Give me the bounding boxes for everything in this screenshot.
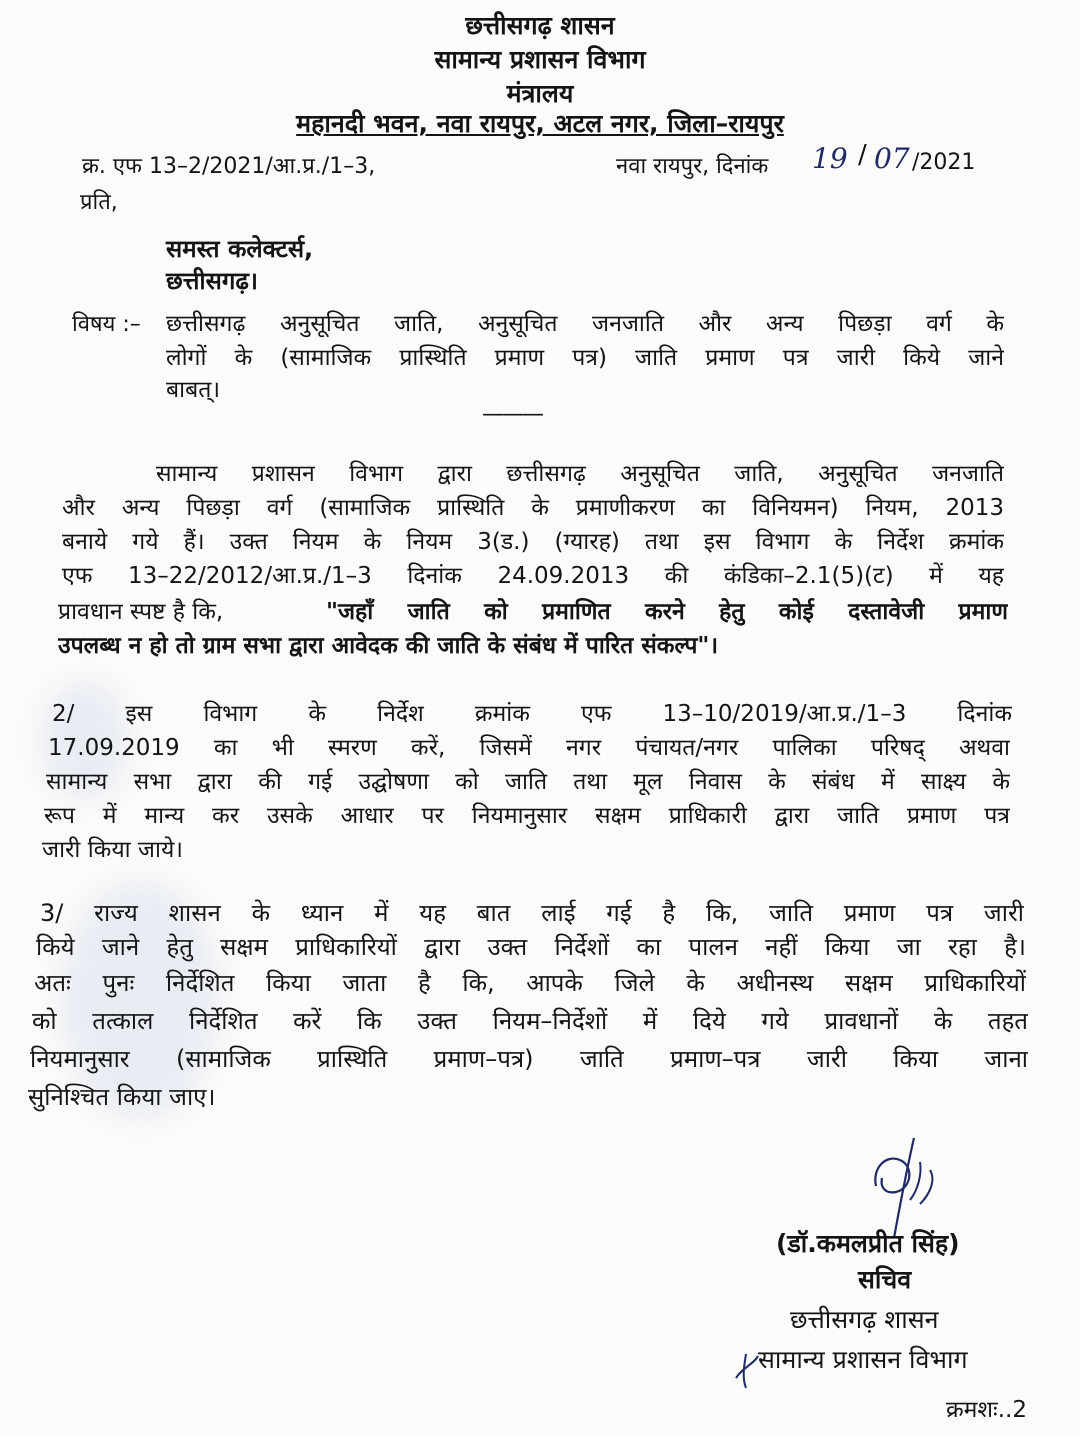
date-slash: / <box>858 140 867 170</box>
para2-line2: 17.09.2019 का भी स्मरण करें, जिसमें नगर पंचायत/नगर पालिका परिषद् अथवा <box>48 735 1010 761</box>
header-department: सामान्य प्रशासन विभाग <box>434 45 646 74</box>
date-day-handwritten: 19 <box>812 142 848 175</box>
para1-line1: सामान्य प्रशासन विभाग द्वारा छत्तीसगढ़ अनुसूचित जाति, अनुसूचित जनजाति <box>156 461 1004 487</box>
addressee-line2: छत्तीसगढ़। <box>166 267 258 295</box>
subject-line1: छत्तीसगढ़ अनुसूचित जाति, अनुसूचित जनजाति और अन्य पिछड़ा वर्ग के <box>166 311 1004 337</box>
continued-marker: क्रमशः..2 <box>946 1397 1027 1423</box>
para2-line5: जारी किया जाये। <box>42 837 184 863</box>
header-government: छत्तीसगढ़ शासन <box>465 11 615 40</box>
header-ministry: मंत्रालय <box>506 79 574 108</box>
initial-mark <box>732 1350 766 1390</box>
para3-line5: नियमानुसार (सामाजिक प्रास्थिति प्रमाण–पत्र) जाति प्रमाण–पत्र जारी किया जाना <box>30 1045 1028 1073</box>
signatory-org-line1: छत्तीसगढ़ शासन <box>790 1305 939 1334</box>
para2-line1: 2/ इस विभाग के निर्देश क्रमांक एफ 13–10/2019/आ.प्र./1–3 दिनांक <box>52 701 1012 727</box>
signatory-name: (डॉ.कमलप्रीत सिंह) <box>776 1229 960 1258</box>
reference-number: क्र. एफ 13–2/2021/आ.प्र./1–3, <box>82 154 376 179</box>
para1-line5-quote: "जहाँ जाति को प्रमाणित करने हेतु कोई दस्तावेजी प्रमाण <box>326 599 1008 625</box>
para2-line4: रूप में मान्य कर उसके आधार पर नियमानुसार सक्षम प्राधिकारी द्वारा जाति प्रमाण पत्र <box>44 803 1010 829</box>
para2-line3: सामान्य सभा द्वारा की गई उद्घोषणा को जाति तथा मूल निवास के संबंध में साक्ष्य के <box>46 769 1010 795</box>
para1-line5-plain: प्रावधान स्पष्ट है कि, <box>58 599 224 625</box>
date-label: नवा रायपुर, दिनांक <box>616 154 769 179</box>
date-year: /2021 <box>912 150 976 175</box>
para3-line6: सुनिश्चित किया जाए। <box>28 1083 216 1111</box>
para1-line2: और अन्य पिछड़ा वर्ग (सामाजिक प्रास्थिति के प्रमाणीकरण का विनियमन) नियम, 2013 <box>62 495 1004 521</box>
para3-line2: किये जाने हेतु सक्षम प्राधिकारियों द्वारा उक्त निर्देशों का पालन नहीं किया जा रहा है। <box>36 933 1026 961</box>
subject-line3: बाबत्। <box>166 377 221 403</box>
subject-line2: लोगों के (सामाजिक प्रास्थिति प्रमाण पत्र) जाति प्रमाण पत्र जारी किये जाने <box>166 345 1004 371</box>
para3-line4: को तत्काल निर्देशित करें कि उक्त नियम–निर्देशों में दिये गये प्रावधानों के तहत <box>32 1007 1028 1035</box>
to-label: प्रति, <box>80 190 118 215</box>
subject-separator: ——— <box>482 402 542 427</box>
para3-line1: 3/ राज्य शासन के ध्यान में यह बात लाई गई है कि, जाति प्रमाण पत्र जारी <box>40 899 1024 927</box>
header-address: महानदी भवन, नवा रायपुर, अटल नगर, जिला–रायपुर <box>296 109 784 138</box>
addressee-line1: समस्त कलेक्टर्स, <box>166 235 314 263</box>
subject-label: विषय :– <box>72 312 141 337</box>
para1-line6-quote: उपलब्ध न हो तो ग्राम सभा द्वारा आवेदक की जाति के संबंध में पारित संकल्प"। <box>58 633 719 659</box>
signatory-designation: सचिव <box>858 1265 912 1294</box>
signatory-org-line2: सामान्य प्रशासन विभाग <box>758 1345 968 1374</box>
para1-line3: बनाये गये हैं। उक्त नियम के नियम 3(ड.) (ग्यारह) तथा इस विभाग के निर्देश क्रमांक <box>62 529 1004 555</box>
date-month-handwritten: 07 <box>874 142 910 175</box>
para3-line3: अतः पुनः निर्देशित किया जाता है कि, आपके जिले के अधीनस्थ सक्षम प्राधिकारियों <box>34 969 1026 997</box>
para1-line4: एफ 13–22/2012/आ.प्र./1–3 दिनांक 24.09.2013 की कंडिका–2.1(5)(ट) में यह <box>62 563 1004 589</box>
